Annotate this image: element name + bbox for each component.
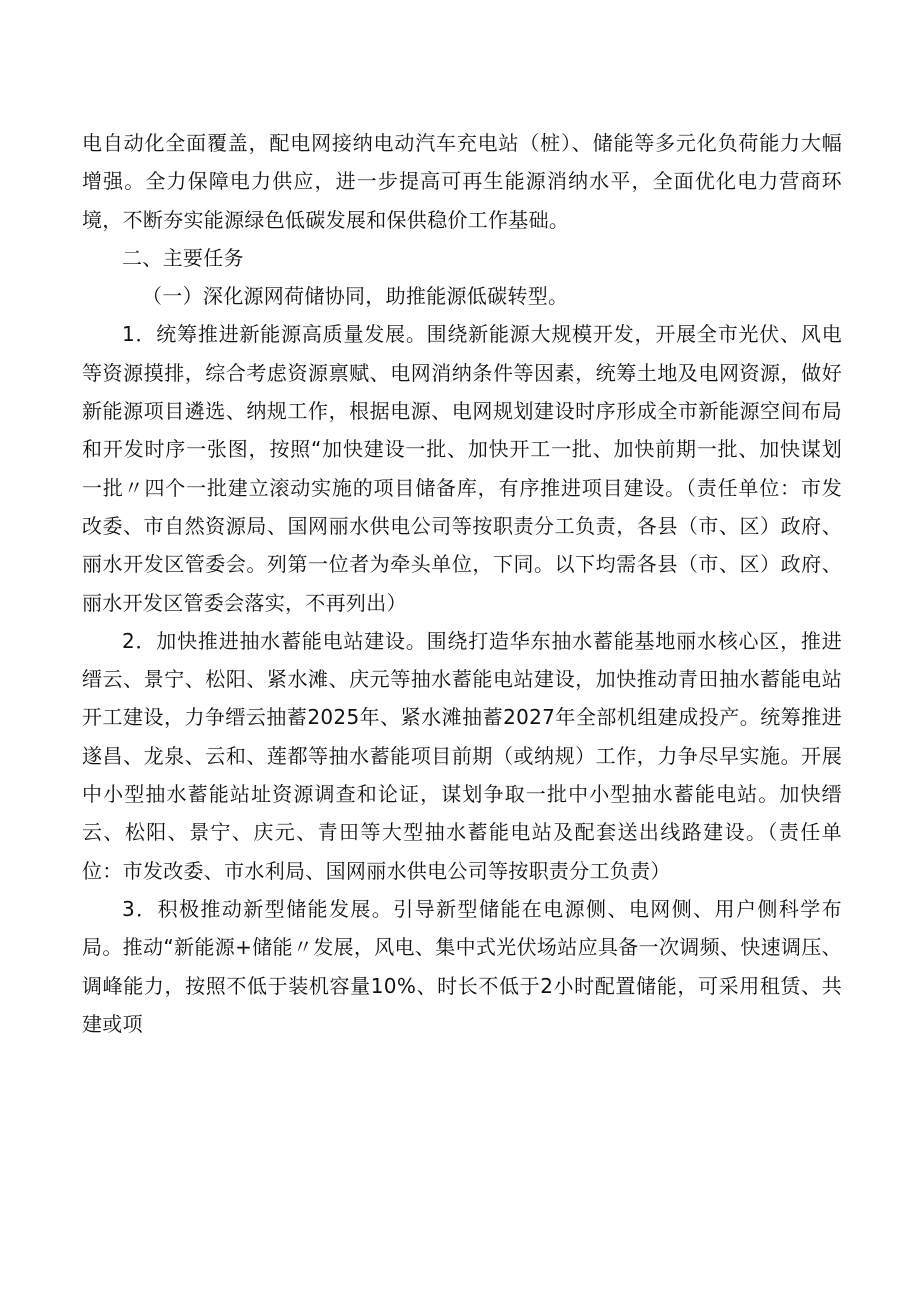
- section-heading-main-tasks: 二、主要任务: [122, 245, 244, 270]
- paragraph-item-3: 3．积极推动新型储能发展。引导新型储能在电源侧、电网侧、用户侧科学布局。推动“新能源+储能〃发展，风电、集中式光伏场站应具备一次调频、快速调压、调峰能力，按照不低于装机容量10%、时长不低于2小时配置储能，可采用租赁、共建或项: [82, 896, 842, 1036]
- subsection-heading-1: （一）深化源网荷储协同，助推能源低碳转型。: [142, 284, 569, 309]
- paragraph-item-1: 1．统筹推进新能源高质量发展。围绕新能源大规模开发，开展全市光伏、风电等资源摸排，综合考虑资源禀赋、电网消纳条件等因素，统筹土地及电网资源，做好新能源项目遴选、纳规工作，根据电源、电网规划建设时序形成全市新能源空间布局和开发时序一张图，按照“加快建设一批、加快开工一批、加快前期一批、加快谋划一批〃四个一批建立滚动实施的项目储备库，有序推进项目建设。（责任单位：市发改委、市自然资源局、国网丽水供电公司等按职责分工负责，各县（市、区）政府、丽水开发区管委会。列第一位者为牵头单位，下同。以下均需各县（市、区）政府、丽水开发区管委会落实，不再列出）: [82, 322, 842, 615]
- paragraph-continuation: 电自动化全面覆盖，配电网接纳电动汽车充电站（桩）、储能等多元化负荷能力大幅增强。全力保障电力供应，进一步提高可再生能源消纳水平，全面优化电力营商环境，不断夯实能源绿色低碳发展和保供稳价工作基础。: [82, 131, 842, 232]
- paragraph-item-2: 2．加快推进抽水蓄能电站建设。围绕打造华东抽水蓄能基地丽水核心区，推进缙云、景宁、松阳、紧水滩、庆元等抽水蓄能电站建设，加快推动青田抽水蓄能电站开工建设，力争缙云抽蓄2025年、紧水滩抽蓄2027年全部机组建成投产。统筹推进遂昌、龙泉、云和、莲都等抽水蓄能项目前期（或纳规）工作，力争尽早实施。开展中小型抽水蓄能站址资源调查和论证，谋划争取一批中小型抽水蓄能电站。加快缙云、松阳、景宁、庆元、青田等大型抽水蓄能电站及配套送出线路建设。（责任单位：市发改委、市水利局、国网丽水供电公司等按职责分工负责）: [82, 628, 842, 883]
- document-body: [82, 124, 842, 1043]
